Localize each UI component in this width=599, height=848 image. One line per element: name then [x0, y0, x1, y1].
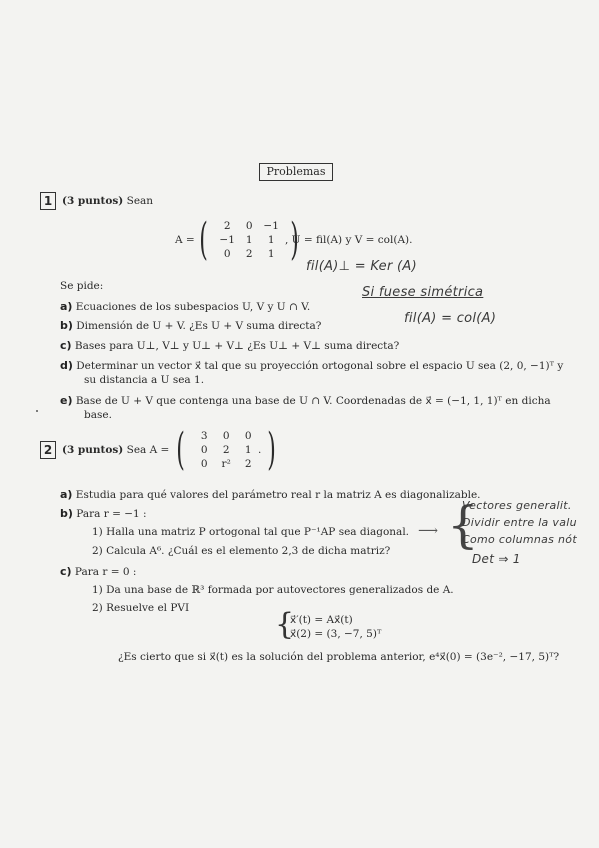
- handwritten-kernel-note: fil(A)⊥ = Ker (A): [306, 259, 417, 274]
- section-title: Problemas: [259, 163, 333, 181]
- p1-item-d-marker: d): [60, 359, 73, 372]
- matrix-a-cell: −1: [219, 234, 235, 246]
- problem-2-points: (3 puntos): [62, 444, 124, 456]
- matrix-a-cell: −1: [263, 220, 279, 232]
- pvi-brace-icon: {: [275, 607, 295, 642]
- p2-item-a: [60, 488, 481, 502]
- hand-note-2: Dividir entre la valu: [462, 516, 577, 529]
- p2-item-a-marker: a): [60, 488, 73, 501]
- matrix-a2-cell: 3: [200, 430, 208, 442]
- problem-2-number: 2: [40, 441, 56, 459]
- hand-note-1: Vectores generalit.: [462, 499, 572, 512]
- p1-item-a-marker: a): [60, 300, 73, 313]
- problem-2-intro: Sea A =: [126, 444, 170, 456]
- p2-item-b-sub2: 2) Calcula A⁶. ¿Cuál es el elemento 2,3 de dicha matriz?: [92, 545, 391, 557]
- problem-1-intro: Sean: [126, 195, 154, 207]
- pvi-equation: x⃗′(t) = Ax⃗(t): [290, 614, 353, 626]
- p2-item-b-text: Para r = −1 :: [76, 508, 147, 520]
- scan-speck: [36, 410, 38, 412]
- matrix-a-grid: [216, 220, 282, 260]
- p2-question: ¿Es cierto que si x⃗(t) es la solución del problema anterior, e⁴x⃗(0) = (3e⁻², −17, 5)ᵀ?: [118, 651, 560, 663]
- matrix-a2-cell: 2: [222, 444, 230, 456]
- p1-item-b-text: Dimensión de U + V. ¿Es U + V suma directa?: [76, 320, 322, 332]
- brace-icon: {: [447, 496, 479, 554]
- problem-1-heading: [62, 195, 153, 208]
- p2-item-a-text: Estudia para qué valores del parámetro real r la matriz A es diagonalizable.: [75, 489, 481, 501]
- problem-1-number: 1: [40, 192, 56, 210]
- matrix-a-cell: 1: [267, 248, 275, 260]
- p1-item-d: [60, 359, 563, 373]
- p2-item-c-marker: c): [60, 565, 72, 578]
- matrix-a2: ( 3 0 0 0 2 1 0 r² 2 ): [176, 424, 277, 475]
- p2-item-b-marker: b): [60, 507, 73, 520]
- matrix-a: ( 2 0 −1 −1 1 1 0 2 1 ): [199, 214, 300, 265]
- pvi-initial-condition: x⃗(2) = (3, −7, 5)ᵀ: [290, 628, 382, 640]
- problem-1-points: (3 puntos): [62, 195, 124, 207]
- matrix-a2-cell: 0: [200, 444, 208, 456]
- matrix-a-cell: 2: [245, 248, 253, 260]
- matrix-a2-cell: 1: [244, 444, 252, 456]
- matrix-a-cell: 2: [223, 220, 231, 232]
- subspace-definitions: , U = fil(A) y V = col(A).: [285, 234, 413, 246]
- p1-item-e-line2: base.: [84, 409, 112, 421]
- hand-note-3: Como columnas nót: [462, 533, 577, 546]
- p2-item-c-text: Para r = 0 :: [74, 566, 137, 578]
- p1-item-e-text: Base de U + V que contenga una base de U ∩ V. Coordenadas de x⃗ = (−1, 1, 1)ᵀ en dicha: [75, 395, 551, 407]
- matrix-a2-cell: 0: [222, 430, 230, 442]
- p2-item-c: [60, 565, 136, 579]
- p1-item-c: [60, 339, 399, 353]
- matrix-a-cell: 0: [245, 220, 253, 232]
- p1-item-b: [60, 319, 321, 333]
- matrix-a2-grid: [193, 430, 262, 470]
- p2-item-c-sub2: 2) Resuelve el PVI: [92, 602, 190, 614]
- arrow-icon: ⟶: [418, 523, 439, 539]
- problem-2-period: .: [258, 444, 262, 456]
- p2-item-b: [60, 507, 147, 521]
- p1-item-c-marker: c): [60, 339, 72, 352]
- problem-2-heading: [62, 444, 169, 457]
- matrix-a2-cell: 2: [244, 458, 252, 470]
- p1-item-d-line2: su distancia a U sea 1.: [84, 374, 205, 386]
- p1-item-d-text: Determinar un vector x⃗ tal que su proyección ortogonal sobre el espacio U sea (2, 0, −1)ᵀ y: [76, 360, 564, 372]
- handwritten-symmetric-equation: fil(A) = col(A): [404, 311, 497, 326]
- p1-item-a-text: Ecuaciones de los subespacios U, V y U ∩ V.: [75, 301, 311, 313]
- matrix-a-cell: 1: [245, 234, 253, 246]
- p1-item-e-marker: e): [60, 394, 73, 407]
- matrix-a2-cell: 0: [244, 430, 252, 442]
- p2-item-c-sub1: 1) Da una base de ℝ³ formada por autovectores generalizados de A.: [92, 584, 454, 596]
- matrix-a-label: A =: [175, 234, 195, 246]
- p1-item-b-marker: b): [60, 319, 73, 332]
- matrix-a2-cell: 0: [200, 458, 208, 470]
- p1-item-a: [60, 300, 310, 314]
- se-pide-label: Se pide:: [60, 280, 104, 292]
- matrix-a-cell: 1: [267, 234, 275, 246]
- matrix-a-cell: 0: [223, 248, 231, 260]
- p1-item-c-text: Bases para U⊥, V⊥ y U⊥ + V⊥ ¿Es U⊥ + V⊥ suma directa?: [74, 340, 400, 352]
- p1-item-e: [60, 394, 551, 408]
- handwritten-symmetric-note: Si fuese simétrica: [362, 285, 484, 300]
- hand-note-4: Det ⇒ 1: [472, 552, 521, 566]
- p2-item-b-sub1: 1) Halla una matriz P ortogonal tal que P⁻¹AP sea diagonal.: [92, 526, 410, 538]
- matrix-a2-cell: r²: [221, 458, 231, 470]
